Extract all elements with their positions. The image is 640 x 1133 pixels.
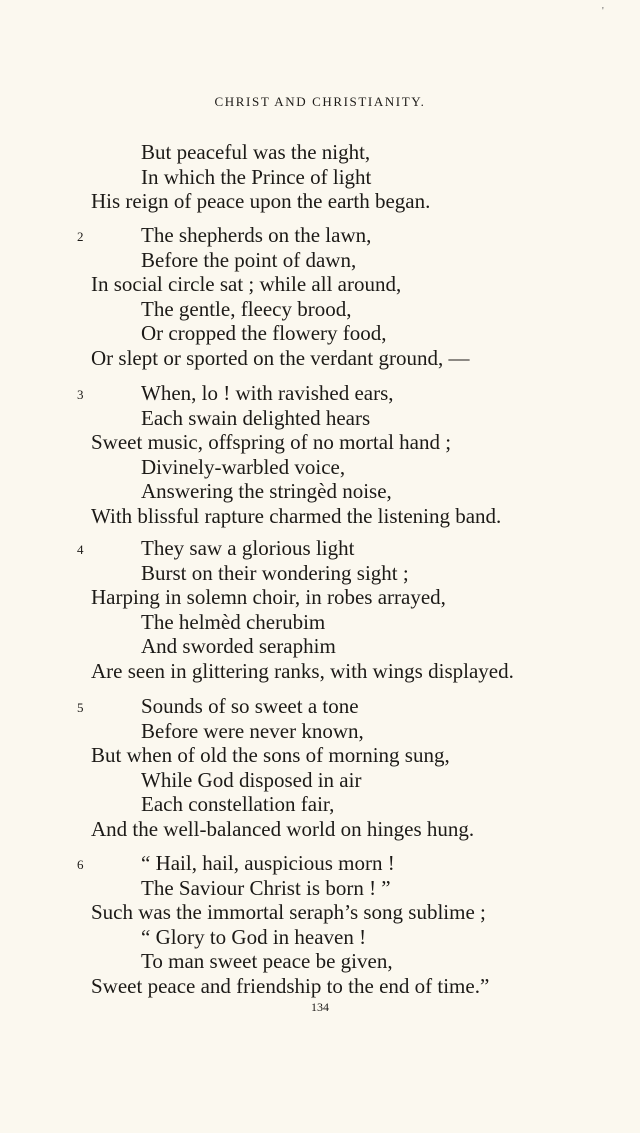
verse-line: In social circle sat ; while all around, xyxy=(91,272,402,296)
stanza-number: 2 xyxy=(77,229,84,244)
verse-line: Sweet peace and friendship to the end of time.” xyxy=(91,973,490,998)
verse-line: Burst on their wondering sight ; xyxy=(141,560,409,585)
verse-line: Each swain delighted hears xyxy=(141,405,371,430)
verse-line: When, lo ! with ravished ears, xyxy=(141,381,394,405)
verse-line: His reign of peace upon the earth began. xyxy=(91,189,431,213)
stanza-6 xyxy=(0,851,640,998)
stanza-3 xyxy=(0,381,640,528)
verse-line: But when of old the sons of morning sung, xyxy=(91,743,450,767)
stanza-1 xyxy=(0,140,640,214)
stanza-number: 6 xyxy=(77,857,84,872)
verse-line: Or cropped the flowery food, xyxy=(141,321,387,345)
verse-line: Sweet music, offspring of no mortal hand ; xyxy=(91,430,452,454)
verse-line: Are seen in glittering ranks, with wings displayed. xyxy=(91,658,514,683)
verse-line: With blissful rapture charmed the listening band. xyxy=(91,503,502,528)
running-header: CHRIST AND CHRISTIANITY. xyxy=(214,94,426,109)
verse-line: But peaceful was the night, xyxy=(141,140,371,164)
stanza-number: 3 xyxy=(77,387,84,402)
verse-line: The shepherds on the lawn, xyxy=(141,223,372,247)
stanza-number: 4 xyxy=(77,542,84,557)
verse-line: The gentle, fleecy brood, xyxy=(141,296,352,321)
verse-line: The Saviour Christ is born ! ” xyxy=(141,875,391,900)
verse-line: “ Glory to God in heaven ! xyxy=(141,924,367,949)
verse-line: Or slept or sported on the verdant ground, — xyxy=(91,345,470,370)
verse-line: The helmèd cherubim xyxy=(141,609,326,634)
verse-line: Before the point of dawn, xyxy=(141,247,357,272)
verse-line: Sounds of so sweet a tone xyxy=(141,694,359,718)
page-mark: ' xyxy=(602,6,604,17)
verse-line: In which the Prince of light xyxy=(141,164,372,189)
verse-line: Before were never known, xyxy=(141,718,364,743)
page-number: 134 xyxy=(311,1000,329,1014)
verse-line: And sworded seraphim xyxy=(141,634,336,658)
verse-line: “ Hail, hail, auspicious morn ! xyxy=(141,851,395,875)
verse-line: Answering the stringèd noise, xyxy=(141,479,392,503)
stanza-number: 5 xyxy=(77,700,84,715)
stanza-2 xyxy=(0,223,640,370)
stanza-4 xyxy=(0,536,640,683)
verse-line: Each constellation fair, xyxy=(141,792,335,816)
verse-line: They saw a glorious light xyxy=(141,536,355,560)
verse-line: While God disposed in air xyxy=(141,767,362,792)
stanza-5 xyxy=(0,694,640,841)
verse-line: Harping in solemn choir, in robes arrayed, xyxy=(91,585,446,609)
verse-line: And the well-balanced world on hinges hung. xyxy=(91,816,475,841)
verse-line: Divinely-warbled voice, xyxy=(141,454,346,479)
verse-line: To man sweet peace be given, xyxy=(141,949,393,973)
verse-line: Such was the immortal seraph’s song sublime ; xyxy=(91,900,486,924)
